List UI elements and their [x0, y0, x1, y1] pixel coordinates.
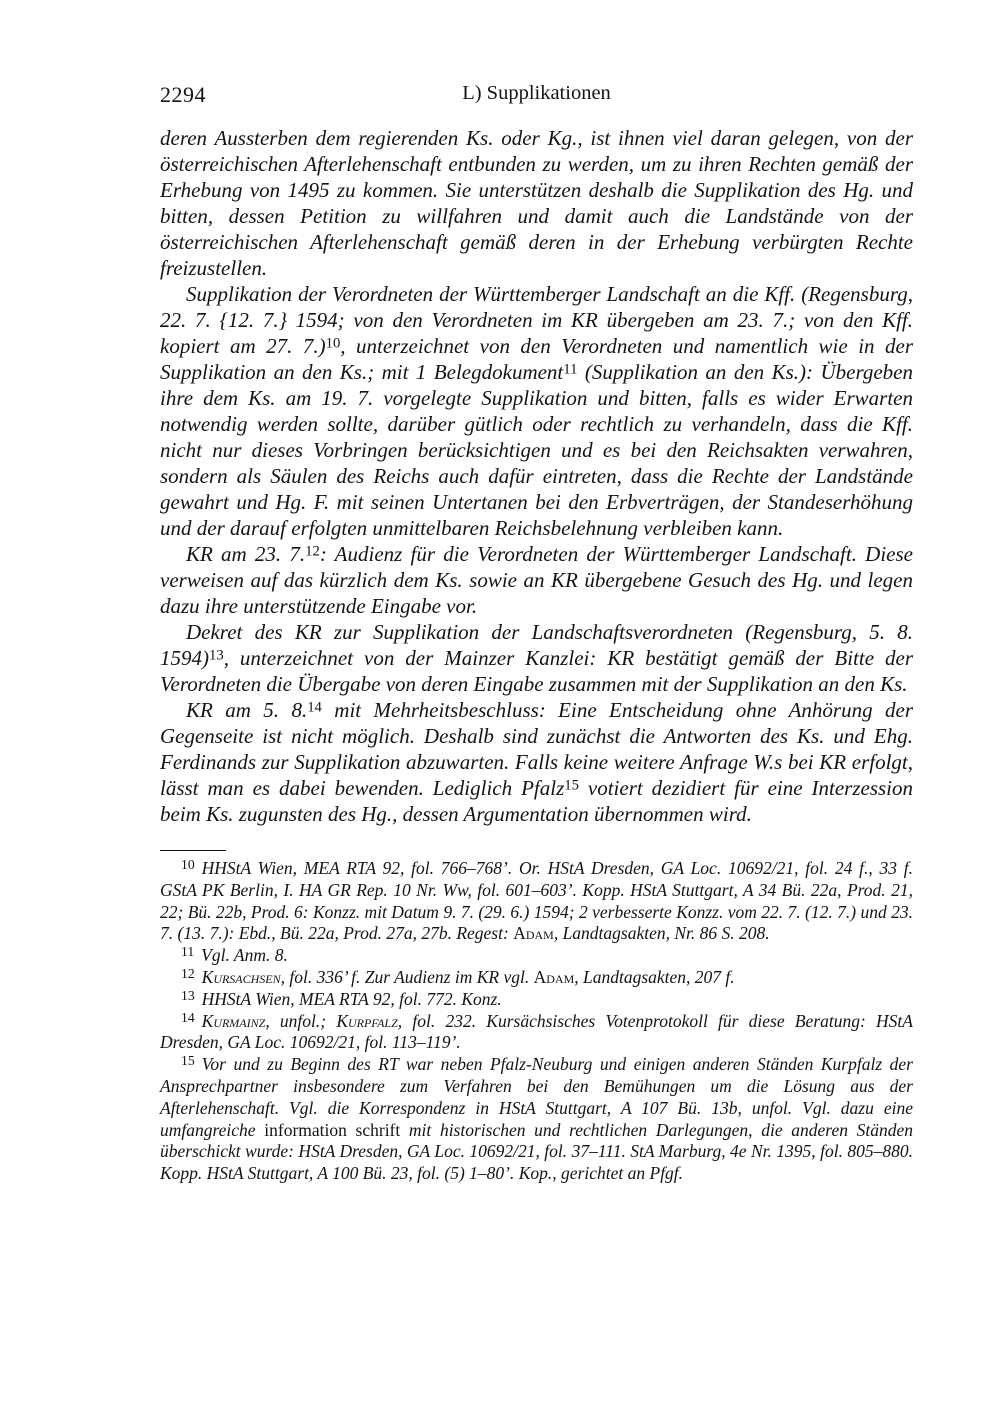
page-header	[160, 82, 913, 108]
footnote-separator	[160, 850, 226, 851]
footnotes-list	[160, 858, 913, 1185]
footnote: $^{13}$ HHStA Wien, MEA RTA 92, fol. 772. Konz.	[181, 988, 502, 1009]
footnote-reference: 11	[563, 361, 578, 378]
footnote: $^{14}$ Kurmainz, unfol.; Kurpfalz, fol. 232. Kursächsisches Votenprotokoll für diese Beratung: HStA Dresden, GA Loc. 10692/21, fol. 113–119’.	[160, 1009, 913, 1053]
small-caps-source-name: Kurpfalz	[336, 1010, 398, 1031]
small-caps-name: Adam	[533, 966, 575, 987]
footnote-reference: 10	[325, 335, 341, 352]
footnotes-section	[160, 850, 913, 1185]
upright-text: information schrift	[264, 1119, 401, 1140]
paragraph: Supplikation der Verordneten der Württemberger Landschaft an die Kff. (Regensburg, 22. 7. {12. 7.} 1594; von den Verordneten im KR übergeben am 23. 7.; von den Kff. kopiert am 27. 7.)$^{10}$, unterzeichnet von den Verordneten und namentlich wie in der Supplikation an den Ks.; mit 1 Belegdokument$^{11}$ (Supplikation an den Ks.): Übergeben ihre dem Ks. am 19. 7. vorgelegte Supplikation und bitten, falls es wider Erwarten notwendig werden sollte, darüber gütlich oder rechtlich zu verhandeln, dass die Kff. nicht nur dieses Vorbringen berücksichtigen und es bei den Reichsakten verwahren, sondern als Säulen des Reichs auch dafür eintreten, dass die Rechte der Landstände gewahrt und Hg. F. mit seinen Untertanen bei den Erbverträgen, der Standeserhöhung und der darauf erfolgten unmittelbaren Reichsbelehnung verbleiben kann.	[160, 282, 913, 540]
footnote-number: 11	[181, 944, 195, 960]
small-caps-source-name: Kursachsen	[201, 966, 281, 987]
page-number: 2294	[160, 82, 206, 107]
footnote: $^{11}$ Vgl. Anm. 8.	[181, 944, 288, 966]
paragraph: KR am 5. 8.14 mit Mehrheitsbeschluss: Eine Entscheidung ohne Anhörung der Gegenseite ist nicht möglich. Deshalb sind zunächst die Antworten des Ks. und Ehg. Ferdinands zur Supplikation abzuwarten. Falls keine weitere Anfrage W.s bei KR erfolgt, lässt man es dabei bewenden. Lediglich Pfalz$^{15}$ votiert dezidiert für eine Interzession beim Ks. zugunsten des Hg., dessen Argumentation übernommen wird.	[160, 698, 913, 826]
footnote-reference: 13	[209, 647, 224, 664]
footnote-reference: 14	[307, 699, 322, 716]
running-title: L) Supplikationen	[462, 82, 611, 104]
footnote-number: 15	[181, 1053, 195, 1069]
footnote-number: 13	[181, 988, 195, 1004]
footnote-number: 12	[181, 966, 195, 982]
paragraph: deren Aussterben dem regierenden Ks. oder Kg., ist ihnen viel daran gelegen, von der österreichischen Afterlehenschaft entbunden zu werden, um zu ihren Rechten gemäß der Erhebung von 1495 zu kommen. Sie unterstützen deshalb die Supplikation des Hg. und bitten, dessen Petition zu willfahren und damit auch die Landstände von der österreichischen Afterlehenschaft gemäß deren in der Erhebung verbürgten Rechte freizustellen.	[160, 126, 913, 280]
footnote-number: 14	[181, 1009, 195, 1025]
paragraph: KR am 23. 7.12: Audienz für die Verordneten der Württemberger Landschaft. Diese verweisen auf das kürzlich dem Ks. sowie an KR übergebene Gesuch des Hg. und legen dazu ihre unterstützende Eingabe vor.	[160, 542, 914, 618]
footnote: $^{15}$ Vor und zu Beginn des RT war neben Pfalz-Neuburg und einigen anderen Ständen Kurpfalz der Ansprechpartner insbesondere zum Verfahren bei den Bemühungen um die Lösung aus der Afterlehenschaft. Vgl. die Korrespondenz in HStA Stuttgart, A 107 Bü. 13b, unfol. Vgl. dazu eine umfangreiche information schrift mit historischen und rechtlichen Darlegungen, die anderen Ständen überschickt wurde: HStA Dresden, GA Loc. 10692/21, fol. 37–111. StA Marburg, 4e Nr. 1395, fol. 805–880. Kopp. HStA Stuttgart, A 100 Bü. 23, fol. (5) 1–80’. Kop., gerichtet an Pfgf.	[160, 1053, 914, 1184]
footnote-number: 10	[181, 857, 195, 873]
footnote: $^{12}$ Kursachsen, fol. 336’ f. Zur Audienz im KR vgl. Adam, Landtagsakten, 207 f.	[181, 966, 735, 987]
footnote-reference: 12	[305, 543, 320, 560]
small-caps-name: Adam	[513, 923, 554, 944]
footnote-reference: 15	[564, 777, 579, 794]
small-caps-source-name: Kurmainz	[201, 1010, 266, 1031]
page-content	[160, 82, 913, 1185]
footnote: $^{10}$ HHStA Wien, MEA RTA 92, fol. 766–768’. Or. HStA Dresden, GA Loc. 10692/21, fol. 24 f., 33 f. GStA PK Berlin, I. HA GR Rep. 10 Nr. Ww, fol. 601–603’. Kopp. HStA Stuttgart, A 34 Bü. 22a, Prod. 21, 22; Bü. 22b, Prod. 6: Konzz. mit Datum 9. 7. (29. 6.) 1594; 2 verbesserte Konzz. vom 22. 7. (12. 7.) und 23. 7. (13. 7.): Ebd., Bü. 22a, Prod. 27a, 27b. Regest: Adam, Landtagsakten, Nr. 86 S. 208.	[160, 857, 913, 944]
body-text	[160, 125, 913, 827]
paragraph: Dekret des KR zur Supplikation der Landschaftsverordneten (Regensburg, 5. 8. 1594)$^{13}$, unterzeichnet von der Mainzer Kanzlei: KR bestätigt gemäß der Bitte der Verordneten die Übergabe von deren Eingabe zusammen mit der Supplikation an den Ks.	[160, 620, 913, 696]
